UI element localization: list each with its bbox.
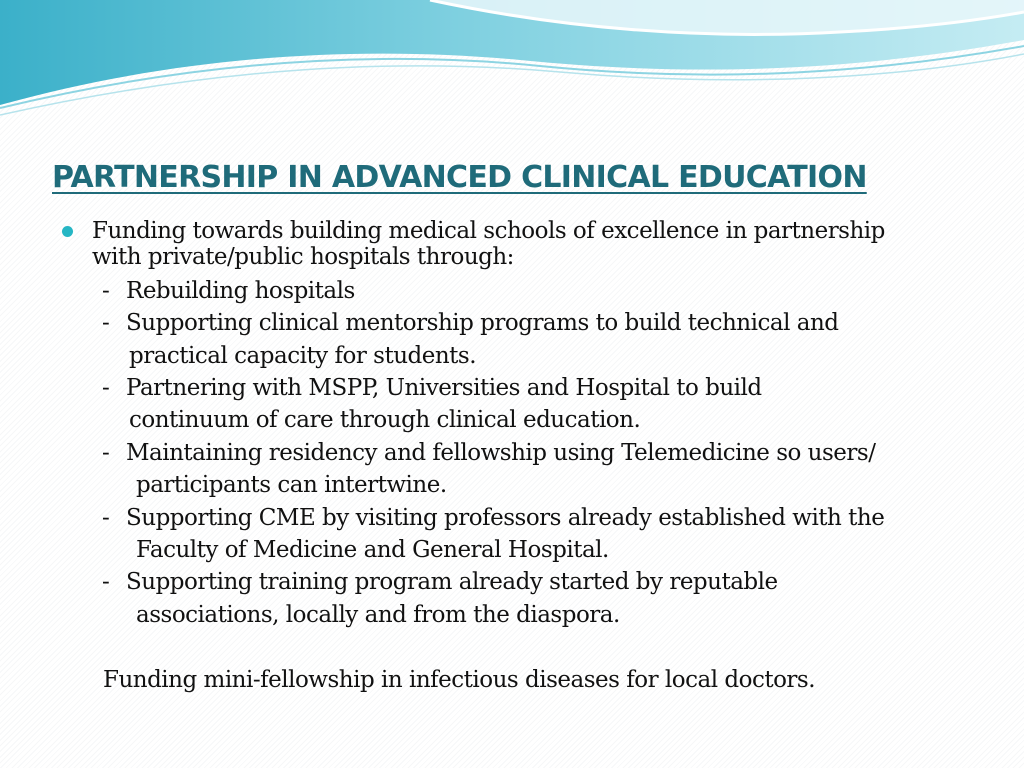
intro-line-2: with private/public hospitals through: <box>92 244 514 270</box>
intro-line-1: Funding towards building medical schools of excellence in partnership <box>92 218 885 244</box>
closing-statement: Funding mini-fellowship in infectious diseases for local doctors. <box>103 667 816 693</box>
sub-item-rebuilding-hospitals: Rebuilding hospitals <box>126 278 355 304</box>
sub-item-mentorship-line-1: Supporting clinical mentorship programs to build technical and <box>126 310 839 336</box>
sub-item-cme-line-2: Faculty of Medicine and General Hospital. <box>136 537 609 563</box>
sub-item-dash: - <box>102 278 110 304</box>
sub-item-dash: - <box>102 310 110 336</box>
sub-item-residency-line-1: Maintaining residency and fellowship using Telemedicine so users/ <box>126 440 876 466</box>
sub-item-dash: - <box>102 569 110 595</box>
sub-item-residency-line-2: participants can intertwine. <box>136 472 447 498</box>
sub-item-cme-line-1: Supporting CME by visiting professors already established with the <box>126 505 885 531</box>
sub-item-mentorship-line-2: practical capacity for students. <box>129 343 477 369</box>
sub-item-training-line-1: Supporting training program already started by reputable <box>126 569 778 595</box>
sub-item-dash: - <box>102 505 110 531</box>
sub-item-dash: - <box>102 375 110 401</box>
sub-item-dash: - <box>102 440 110 466</box>
sub-item-partnering-line-2: continuum of care through clinical education. <box>129 407 641 433</box>
sub-item-training-line-2: associations, locally and from the diaspora. <box>136 602 620 628</box>
bullet-dot-icon <box>62 226 73 237</box>
sub-item-partnering-line-1: Partnering with MSPP, Universities and Hospital to build <box>126 375 762 401</box>
slide-title: PARTNERSHIP IN ADVANCED CLINICAL EDUCATION <box>52 160 867 195</box>
